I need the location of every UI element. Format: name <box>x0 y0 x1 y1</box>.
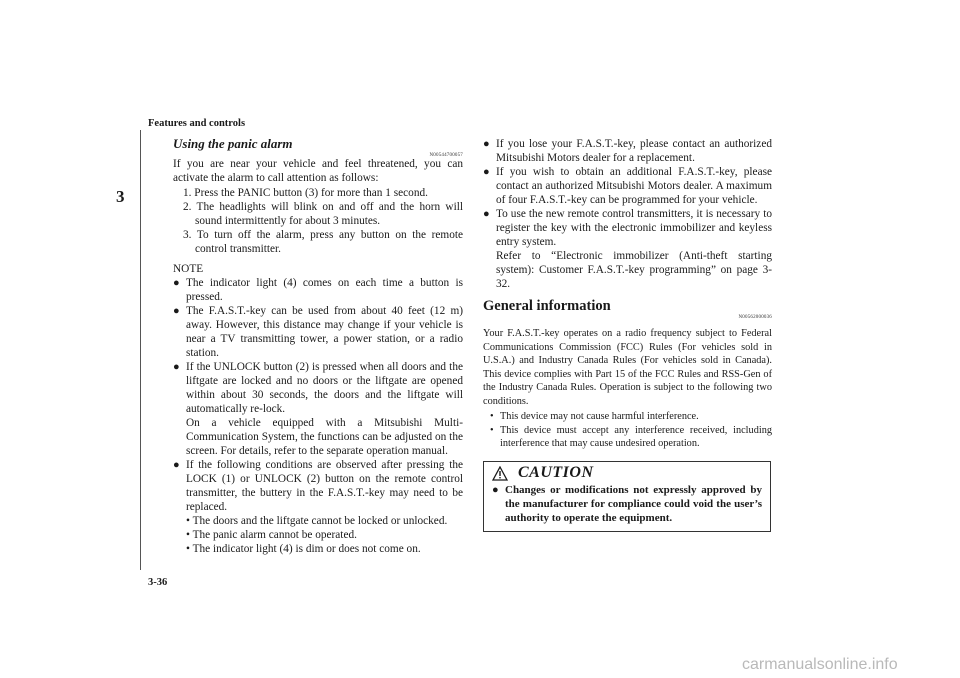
chapter-number: 3 <box>116 187 125 206</box>
condition-item: • This device may not cause harmful interference. <box>490 411 699 422</box>
panic-alarm-steps <box>173 186 463 256</box>
note-label: NOTE <box>173 263 204 275</box>
key-bullet-list <box>483 137 772 291</box>
general-info-text: Your F.A.S.T.-key operates on a radio frequency subject to Federal Communications Commission (FCC) Rules (For vehicles sold in U.S.A.) and Industry Canada Rules (For vehicles sold in Canada). This device complies with Part 15 of the FCC Rules and RSS-Gen of the Industry Canada Rules. Operation is subject to the following two conditions. <box>483 328 772 407</box>
chapter-divider <box>140 130 141 570</box>
note-item: ● The indicator light (4) comes on each time a button is pressed. <box>173 277 463 303</box>
general-info-heading <box>483 298 772 320</box>
small-bullet-icon: • <box>490 424 494 436</box>
section-header: Features and controls <box>148 118 246 129</box>
key-bullet-item: ● If you lose your F.A.S.T.-key, please contact an authorized Mitsubishi Motors dealer for a replacement. <box>483 138 772 164</box>
right-column <box>483 137 772 532</box>
step-item: 1. Press the PANIC button (3) for more than 1 second. <box>183 187 428 199</box>
warning-triangle-icon <box>492 466 508 481</box>
condition-item: • This device must accept any interference received, including interference that may cause undesired operation. <box>490 424 772 449</box>
step-item: 2. The headlights will blink on and off and the horn will sound intermittently for about 3 minutes. <box>183 201 463 227</box>
note-item: ● If the UNLOCK button (2) is pressed when all doors and the liftgate are locked and no doors or the liftgate are opened within about 30 seconds, the doors and the liftgate will automatically re-lock. On a vehicle equipped with a Mitsubishi Multi-Communication System, the functions can be adjusted on the screen. For details, refer to the separate operation manual. <box>173 361 463 457</box>
general-info-title: General information <box>483 298 611 314</box>
key-bullet-item: ● If you wish to obtain an additional F.A.S.T.-key, please contact an authorized Mitsubishi Motors dealer. A maximum of four F.A.S.T.-key can be programmed for your vehicle. <box>483 166 772 206</box>
key-bullet-item: ● To use the new remote control transmitters, it is necessary to register the key with the electronic immobilizer and keyless entry system. Refer to “Electronic immobilizer (Anti-theft starting system): Customer F.A.S.T.-key programming” on page 3-32. <box>483 208 772 290</box>
step-item: 3. To turn off the alarm, press any button on the remote control transmitter. <box>183 229 463 255</box>
bullet-icon: ● <box>173 459 180 471</box>
fcc-conditions <box>483 410 772 451</box>
note-item: ● The F.A.S.T.-key can be used from about 40 feet (12 m) away. However, this distance may change if your vehicle is near a TV transmitting tower, a power station, or a radio station. <box>173 305 463 359</box>
panic-alarm-heading <box>173 136 463 158</box>
panic-alarm-title: Using the panic alarm <box>173 136 293 151</box>
note-item: ● If the following conditions are observed after pressing the LOCK (1) or UNLOCK (2) button on the remote control transmitter, the buttery in the F.A.S.T.-key may need to be replaced. • The doors and the liftgate cannot be locked or unlocked. • The panic alarm cannot be operated. • The indicator light (4) is dim or does not come on. <box>173 459 463 555</box>
panic-alarm-code: N00544700057 <box>429 153 463 158</box>
caution-header <box>492 466 762 481</box>
panic-alarm-intro: If you are near your vehicle and feel threatened, you can activate the alarm to call attention as follows: <box>173 158 463 184</box>
left-column <box>173 137 463 556</box>
caution-box <box>483 461 771 532</box>
note-list <box>173 276 463 556</box>
bullet-icon: ● <box>173 277 180 289</box>
bullet-icon: ● <box>173 361 180 373</box>
caution-title: CAUTION <box>518 464 594 481</box>
bullet-icon: ● <box>483 166 490 178</box>
small-bullet-icon: • <box>490 411 494 422</box>
page-number: 3-36 <box>148 577 168 588</box>
bullet-icon: ● <box>173 305 180 317</box>
general-info-code: N00562000036 <box>738 315 772 320</box>
bullet-icon: ● <box>483 208 490 220</box>
bullet-icon: ● <box>483 138 490 150</box>
bullet-icon: ● <box>492 483 499 496</box>
caution-text: ● Changes or modifications not expressly approved by the manufacturer for compliance could void the user’s authority to operate the equipment. <box>492 483 762 524</box>
site-watermark: carmanualsonline.info <box>742 656 898 673</box>
